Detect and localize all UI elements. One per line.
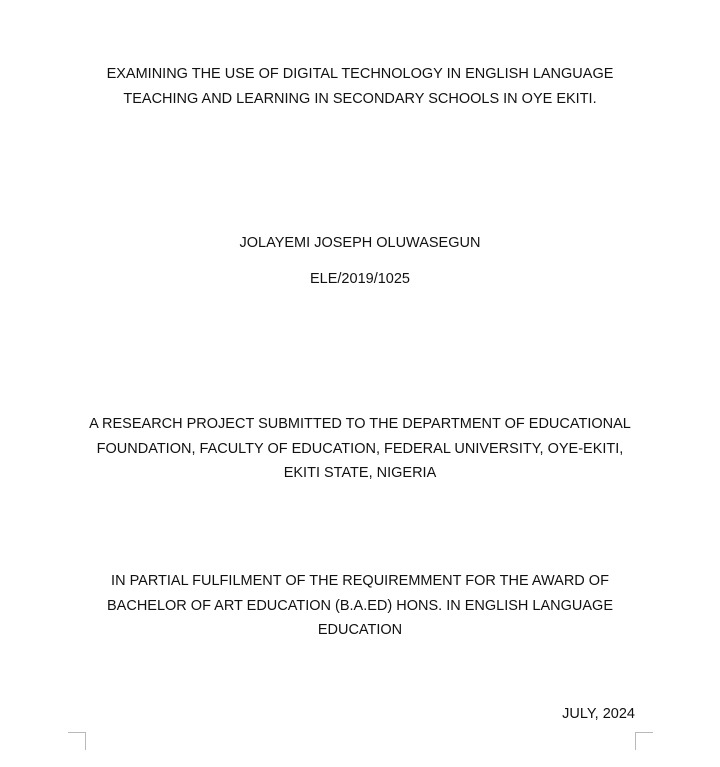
page-corner-mark-left [68,732,86,750]
author-name: JOLAYEMI JOSEPH OLUWASEGUN [239,235,481,251]
fulfilment-statement: IN PARTIAL FULFILMENT OF THE REQUIREMMENT FOR THE AWARD OF BACHELOR OF ART EDUCATION (B.A.ED) HONS. IN ENGLISH LANGUAGE EDUCATION [107,573,613,638]
project-title: EXAMINING THE USE OF DIGITAL TECHNOLOGY IN ENGLISH LANGUAGE TEACHING AND LEARNING IN SECONDARY SCHOOLS IN OYE EKITI. [106,66,614,107]
submission-statement: A RESEARCH PROJECT SUBMITTED TO THE DEPARTMENT OF EDUCATIONAL FOUNDATION, FACULTY OF EDUCATION, FEDERAL UNIVERSITY, OYE-EKITI, EKITI STATE, NIGERIA [89,416,631,481]
matric-number: ELE/2019/1025 [310,271,410,287]
page-corner-mark-right [635,732,653,750]
submission-date: JULY, 2024 [562,706,635,722]
